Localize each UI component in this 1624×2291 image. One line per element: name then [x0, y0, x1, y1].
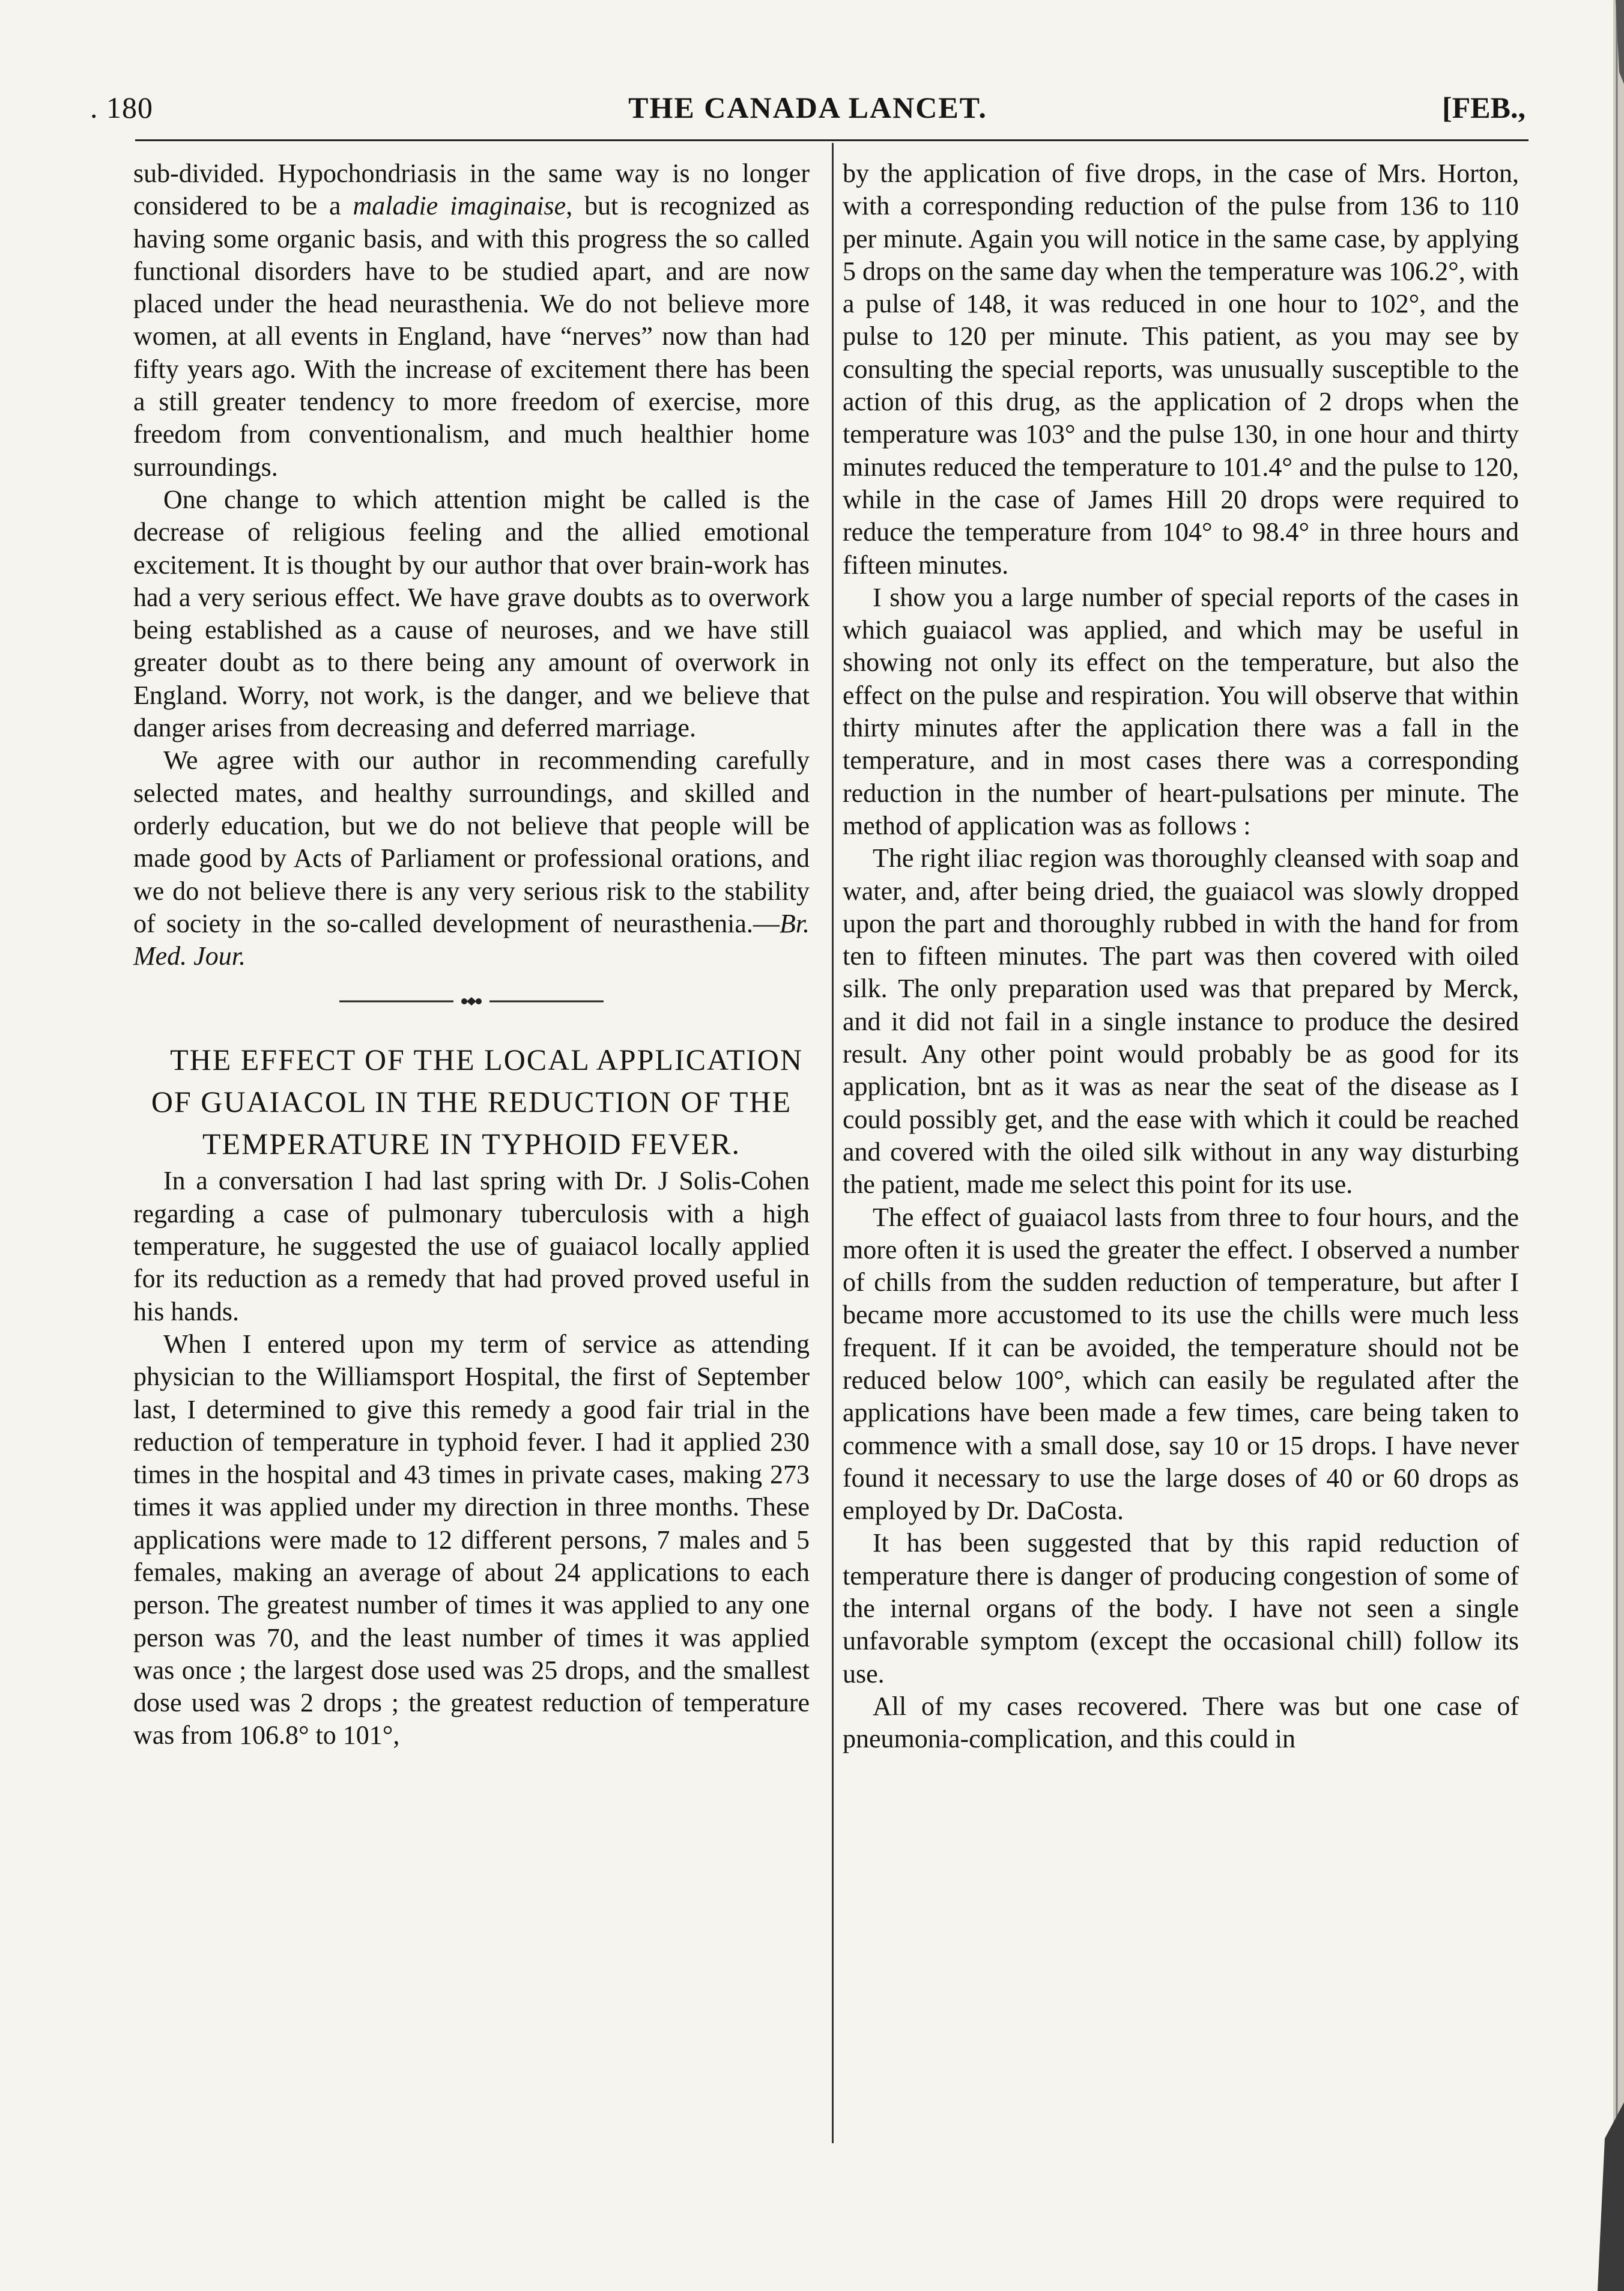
issue-month: [FEB.,: [1442, 91, 1526, 124]
paragraph: All of my cases recovered. There was but one case of pneumonia-complication, and this could in: [843, 1691, 1519, 1754]
header-rule: [135, 139, 1529, 141]
paragraph-continued: by the application of five drops, in the case of Mrs. Horton, with a corresponding reduction of the pulse from 136 to 110 per minute. Again you will notice in the same case, by applying 5 drops on the same day when the temperature was 106.2°, with a pulse of 148, it was reduced in one hour to 102°, and the pulse to 120 per minute. This patient, as you may see by consulting the special reports, was unusually susceptible to the action of this drug, as the application of 2 drops when the temperature was 103° and the pulse 130, in one hour and thirty minutes reduced the temperature to 101.4° and the pulse to 120, while in the case of James Hill 20 drops were required to reduce the temperature from 104° to 98.4° in three hours and fifteen minutes.: [843, 159, 1519, 580]
column-divider: [832, 143, 834, 2143]
paragraph: In a conversation I had last spring with Dr. J Solis-Cohen regarding a case of pulmonary tuberculosis with a high temperature, he suggested the use of guaiacol locally applied for its reduction as a remedy that had proved proved useful in his hands.: [133, 1166, 810, 1326]
paragraph: [133, 744, 810, 973]
source-citation: Br. Med. Jour.: [133, 908, 810, 971]
section-ornament: [339, 995, 604, 1007]
page-edge-shadow: [1587, 0, 1624, 2291]
paragraph: It has been suggested that by this rapid reduction of temperature there is danger of producing congestion of some of the internal organs of the body. I have not seen a single unfavorable symptom (except the occasional chill) follow its use.: [843, 1528, 1519, 1689]
paragraph-text: We agree with our author in recommending carefully selected mates, and healthy surroundings, and skilled and orderly education, but we do not believe that people will be made good by Acts of Parliament or professional orations, and we do not believe there is any very serious risk to the stability of society in the so-called development of neurasthenia.—: [133, 745, 810, 938]
italic-phrase: maladie imaginaise: [353, 191, 566, 221]
paragraph-continued: [133, 157, 810, 484]
article-title: THE EFFECT OF THE LOCAL APPLICATION OF GUAIACOL IN THE REDUCTION OF THE TEMPERATURE IN TYPHOID FEVER.: [151, 1043, 803, 1161]
paragraph: I show you a large number of special reports of the cases in which guaiacol was applied, and which may be useful in showing not only its effect on the temperature, but also the effect on the pulse and respiration. You will observe that within thirty minutes after the application there was a fall in the temperature, and in most cases there was a corresponding reduction in the number of heart-pulsations per minute. The method of application was as follows :: [843, 582, 1519, 840]
page-number: . 180: [90, 91, 153, 124]
paragraph: One change to which attention might be called is the decrease of religious feeling and the allied emotional excitement. It is thought by our author that over brain-work has had a very serious effect. We have grave doubts as to overwork being established as a cause of neuroses, and we have still greater doubt as to there being any amount of overwork in England. Worry, not work, is the danger, and we believe that danger arises from decreasing and deferred marriage.: [133, 484, 810, 743]
paragraph-text: , but is recognized as having some organic basis, and with this progress the so called functional disorders have to be studied apart, and are now placed under the head neurasthenia. We do not believe more women, at all events in England, have “nerves” now than had fifty years ago. With the increase of excitement there has been a still greater tendency to more freedom of exercise, more freedom from conventionalism, and much healthier home surroundings.: [133, 191, 810, 482]
paragraph: When I entered upon my term of service as attending physician to the Williamsport Hospital, the first of September last, I determined to give this remedy a good fair trial in the reduction of temperature in typhoid fever. I had it applied 230 times in the hospital and 43 times in private cases, making 273 times it was applied under my direction in three months. These applications were made to 12 different persons, 7 males and 5 females, making an average of about 24 applications to each person. The greatest number of times it was applied to any one person was 70, and the least number of times it was applied was once ; the largest dose used was 25 drops, and the smallest dose used was 2 drops ; the greatest reduction of temperature was from 106.8° to 101°,: [133, 1329, 810, 1750]
paragraph: The effect of guaiacol lasts from three to four hours, and the more often it is used the greater the effect. I observed a number of chills from the sudden reduction of temperature, but after I became more accustomed to its use the chills were much less frequent. If it can be avoided, the temperature should not be reduced below 100°, which can easily be regulated after the applications have been made a few times, care being taken to commence with a small dose, say 10 or 15 drops. I have never found it necessary to use the large doses of 40 or 60 drops as employed by Dr. DaCosta.: [843, 1202, 1519, 1526]
right-column: [843, 157, 1519, 1756]
left-column: [133, 157, 810, 1752]
paragraph-text: sub-divided. Hypochondriasis in the same way is no longer considered to be a: [133, 159, 810, 221]
paragraph: The right iliac region was thoroughly cleansed with soap and water, and, after being dried, the guaiacol was slowly dropped upon the part and thoroughly rubbed in with the hand for from ten to fifteen minutes. The part was then covered with oiled silk. The only preparation used was that prepared by Merck, and it did not fail in a single instance to produce the desired result. Any other point would probably be as good for its application, bnt as it was as near the seat of the disease as I could possibly get, and the ease with which it could be reached and covered with the oiled silk without in any way disturbing the patient, made me select this point for its use.: [843, 843, 1519, 1200]
journal-title: THE CANADA LANCET.: [628, 91, 987, 124]
running-head: [90, 90, 1526, 132]
